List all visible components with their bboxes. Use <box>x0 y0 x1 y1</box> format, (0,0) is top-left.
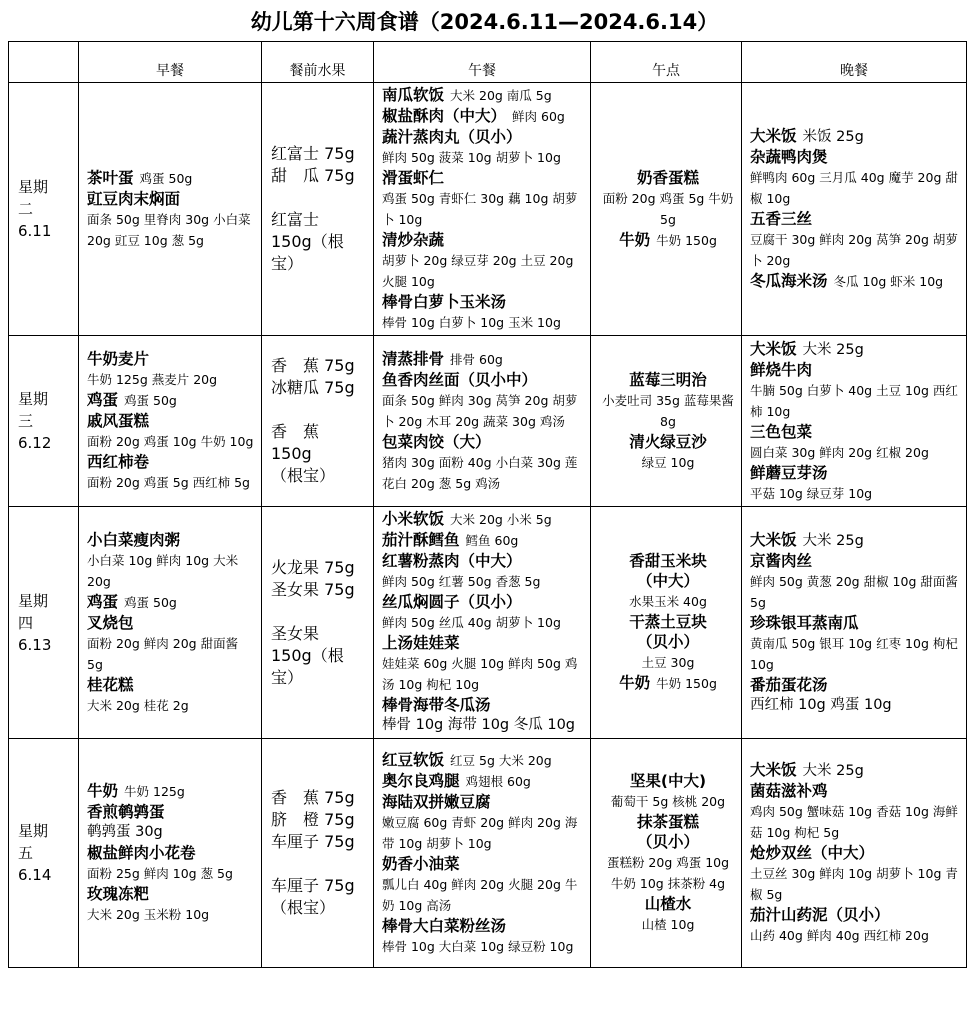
dish-name <box>599 673 737 694</box>
dish-name-text: 大米饭 <box>750 127 797 145</box>
dish-name-text: 鲜蘑豆芽汤 <box>750 463 828 482</box>
dish-name <box>382 551 586 571</box>
dish-item <box>87 390 257 411</box>
dish-name <box>599 551 737 591</box>
dish-item <box>599 370 737 432</box>
dish-name <box>87 390 257 411</box>
dish-item <box>599 612 737 673</box>
dish-ingredients: 山楂 10g <box>641 917 695 932</box>
snack-cell <box>591 739 742 968</box>
dish-ingredients: 水果玉米 40g <box>629 594 707 609</box>
dish-name <box>750 339 962 360</box>
header-row <box>9 42 967 83</box>
dish-ingredients: 棒骨 10g 白萝卜 10g 玉米 10g <box>382 315 561 330</box>
dish-item <box>599 771 737 812</box>
dish-item <box>750 422 962 463</box>
header-fruit: 餐前水果 <box>262 42 374 83</box>
dish-name <box>382 592 586 612</box>
dinner-cell <box>742 83 967 336</box>
day-label: 6.12 <box>18 434 52 452</box>
dish-name <box>382 292 586 312</box>
dish-item <box>750 613 962 675</box>
dish-item <box>87 781 257 802</box>
dish-name-text: 大米饭 <box>750 530 797 549</box>
dish-name <box>599 370 737 390</box>
dish-name <box>87 349 257 369</box>
day-label: 星期 <box>18 591 49 610</box>
dish-name <box>382 530 586 551</box>
dish-item <box>87 884 257 925</box>
dish-name-text: 番茄蛋花汤 <box>750 675 828 694</box>
dish-name <box>750 209 962 229</box>
dish-name <box>382 349 586 370</box>
dish-item <box>87 613 257 675</box>
dish-name <box>382 432 586 452</box>
dish-name <box>599 168 737 188</box>
dish-name <box>382 127 586 147</box>
dish-inline-ingredients: 米饭 25g <box>802 129 864 145</box>
dish-name-text: （贝小） <box>636 633 699 651</box>
fruit-cell: 火龙果 75g 圣女果 75g 圣女果 150g（根 宝） <box>262 507 374 739</box>
dish-ingredients: 面条 50g 鲜肉 30g 莴笋 20g 胡萝卜 20g 木耳 20g 蔬菜 30g 鸡汤 <box>382 392 578 429</box>
dish-name-text: 红豆软饭 <box>382 750 445 769</box>
dish-item <box>750 905 962 946</box>
dish-item <box>87 189 257 251</box>
dish-name <box>750 530 962 551</box>
header-day <box>9 42 79 83</box>
dish-ingredients: 面粉 20g 鸡蛋 5g 牛奶 5g <box>602 190 734 227</box>
dish-name <box>87 530 257 550</box>
dish-item <box>599 812 737 894</box>
dish-name-text: 豇豆肉末焖面 <box>87 189 181 208</box>
dish-ingredients: 棒骨 10g 大白菜 10g 绿豆粉 10g <box>382 938 574 954</box>
dish-ingredients: 鸡蛋 50g 青虾仁 30g 藕 10g 胡萝卜 10g <box>382 191 578 227</box>
dish-name <box>750 613 962 633</box>
dinner-cell <box>742 336 967 507</box>
fruit-cell: 香 蕉 75g 脐 橙 75g 车厘子 75g 车厘子 75g （根宝） <box>262 739 374 968</box>
dish-item <box>599 432 737 473</box>
dish-item <box>750 530 962 551</box>
dish-inline-ingredients: 鸡翅根 60g <box>465 773 531 789</box>
dish-item <box>750 271 962 292</box>
dinner-cell <box>742 739 967 968</box>
dish-ingredients: 小麦吐司 35g 蓝莓果酱 8g <box>602 392 734 429</box>
dish-ingredients: 平菇 10g 绿豆芽 10g <box>750 485 873 501</box>
dish-item <box>382 592 586 633</box>
day-label: 6.14 <box>18 866 52 884</box>
dish-ingredients: 面粉 20g 鸡蛋 5g 西红柿 5g <box>87 475 250 490</box>
dish-item <box>382 771 586 792</box>
dish-name-text: 牛奶 <box>619 674 651 692</box>
dish-inline-ingredients: 鳕鱼 60g <box>465 533 519 548</box>
dish-name <box>599 894 737 914</box>
header-breakfast: 早餐 <box>79 42 262 83</box>
day-cell <box>9 739 79 968</box>
dish-name-text: 大米饭 <box>750 339 797 358</box>
day-label: 星期 <box>18 178 49 196</box>
dish-name-text: （贝小） <box>636 833 699 851</box>
dish-ingredients: 山药 40g 鲜肉 40g 西红柿 20g <box>750 928 929 943</box>
dish-name <box>382 854 586 874</box>
dish-item <box>750 147 962 209</box>
dish-inline-ingredients: 鸡蛋 50g <box>124 594 177 610</box>
dish-inline-ingredients: 鸡蛋 50g <box>139 170 193 186</box>
dish-item <box>87 168 257 189</box>
weekly-menu-table <box>8 41 967 968</box>
dish-name-text: 炝炒双丝（中大） <box>750 844 875 862</box>
dish-item <box>382 750 586 771</box>
day-label: 星期 <box>18 390 49 408</box>
day-label: 三 <box>18 412 34 430</box>
dish-item <box>87 843 257 884</box>
dish-name <box>599 771 737 791</box>
dish-item <box>87 592 257 613</box>
snack-cell <box>591 507 742 739</box>
fruit-cell: 红富士 75g 甜 瓜 75g 红富士 150g（根 宝） <box>262 83 374 336</box>
dish-item <box>382 292 586 333</box>
dish-inline-ingredients: 鲜肉 60g <box>512 109 565 124</box>
breakfast-cell <box>79 83 262 336</box>
lunch-cell <box>374 336 591 507</box>
dish-name-text: 牛奶 <box>619 230 651 249</box>
dish-name-text: 清蒸排骨 <box>382 349 445 368</box>
day-label: 星期 <box>18 822 49 840</box>
dish-name-text: 椒盐鲜肉小花卷 <box>87 844 196 862</box>
dish-name-text: 棒骨海带冬瓜汤 <box>382 696 491 714</box>
dish-name-text: 干蒸土豆块 <box>629 613 707 631</box>
header-dinner: 晚餐 <box>742 42 967 83</box>
lunch-cell <box>374 83 591 336</box>
dish-ingredients: 面条 50g 里脊肉 30g 小白菜 20g 豇豆 10g 葱 5g <box>87 211 251 248</box>
header-snack: 午点 <box>591 42 742 83</box>
dish-item <box>750 360 962 422</box>
dish-item <box>750 339 962 360</box>
day-row <box>9 336 967 507</box>
dish-name-text: 香甜玉米块 <box>629 552 707 570</box>
dish-inline-ingredients: 大米 20g 小米 5g <box>450 512 552 527</box>
dish-name-text: 抹茶蛋糕 <box>636 813 699 831</box>
dish-item <box>87 452 257 493</box>
dish-item <box>382 85 586 106</box>
dish-item <box>750 781 962 843</box>
dish-ingredients: 圆白菜 30g 鲜肉 20g 红椒 20g <box>750 444 929 460</box>
breakfast-cell <box>79 336 262 507</box>
dish-item <box>750 760 962 781</box>
dish-item <box>382 509 586 530</box>
dish-ingredients: 棒骨 10g 海带 10g 冬瓜 10g <box>382 717 576 733</box>
dish-ingredients: 鸡肉 50g 蟹味菇 10g 香菇 10g 海鲜菇 10g 枸杞 5g <box>750 804 958 840</box>
day-label: 6.13 <box>18 635 52 654</box>
dish-name-text: 海陆双拼嫩豆腐 <box>382 792 491 811</box>
dish-name <box>750 360 962 380</box>
dish-ingredients: 葡萄干 5g 核桃 20g <box>610 794 726 809</box>
dish-inline-ingredients: 大米 25g <box>802 532 864 549</box>
dish-name-text: 棒骨白萝卜玉米汤 <box>382 293 507 311</box>
dish-item <box>750 463 962 504</box>
snack-cell <box>591 336 742 507</box>
dish-name-text: 鸡蛋 <box>87 592 119 611</box>
dish-name <box>87 411 257 431</box>
dish-name-text: 桂花糕 <box>87 675 134 694</box>
dish-name-text: 鱼香肉丝面（贝小中） <box>382 370 538 389</box>
dish-item <box>382 792 586 854</box>
dish-ingredients: 鹌鹑蛋 30g <box>87 824 163 840</box>
dish-name-text: 清炒杂蔬 <box>382 231 445 249</box>
dish-name <box>599 612 737 652</box>
dish-name <box>750 126 962 147</box>
dish-item <box>87 530 257 592</box>
dish-ingredients: 牛奶 125g 燕麦片 20g <box>87 372 218 387</box>
dish-ingredients: 胡萝卜 20g 绿豆芽 20g 土豆 20g 火腿 10g <box>382 253 574 289</box>
dish-name <box>750 271 962 292</box>
dish-name <box>382 168 586 188</box>
dish-name <box>87 189 257 209</box>
day-cell <box>9 507 79 739</box>
dish-item <box>750 551 962 613</box>
dish-ingredients: 娃娃菜 60g 火腿 10g 鲜肉 50g 鸡汤 10g 枸杞 10g <box>382 656 578 692</box>
day-row <box>9 507 967 739</box>
dish-name-text: 南瓜软饭 <box>382 86 445 104</box>
dish-item <box>599 551 737 612</box>
dish-name <box>382 85 586 106</box>
dish-name-text: 红薯粉蒸肉（中大） <box>382 552 522 570</box>
dish-name <box>382 750 586 771</box>
dish-name-text: 奥尔良鸡腿 <box>382 771 460 790</box>
dish-name <box>599 812 737 852</box>
dish-name-text: 丝瓜焖圆子（贝小） <box>382 593 522 611</box>
dish-name-text: 珍珠银耳蒸南瓜 <box>750 613 859 632</box>
fruit-cell: 香 蕉 75g 冰糖瓜 75g 香 蕉 150g （根宝） <box>262 336 374 507</box>
snack-cell <box>591 83 742 336</box>
dish-ingredients: 土豆 30g <box>641 655 695 670</box>
dish-item <box>599 673 737 694</box>
dish-ingredients: 土豆丝 30g 鲜肉 10g 胡萝卜 10g 青椒 5g <box>750 866 958 902</box>
dish-name-text: 椒盐酥肉（中大） <box>382 107 507 125</box>
dish-item <box>750 126 962 147</box>
dish-name <box>87 168 257 189</box>
dish-inline-ingredients: 排骨 60g <box>450 351 503 367</box>
dish-ingredients: 瓢儿白 40g 鲜肉 20g 火腿 20g 牛奶 10g 高汤 <box>382 876 578 913</box>
dish-ingredients: 豆腐干 30g 鲜肉 20g 莴笋 20g 胡萝卜 20g <box>750 232 958 268</box>
dish-name <box>750 843 962 863</box>
dish-name-text: 鸡蛋 <box>87 391 119 409</box>
dish-name <box>87 613 257 633</box>
dish-name-text: 小白菜瘦肉粥 <box>87 530 181 549</box>
dish-ingredients: 鲜肉 50g 菠菜 10g 胡萝卜 10g <box>382 150 561 165</box>
dish-name-text: 牛奶 <box>87 782 119 800</box>
day-label: 五 <box>18 844 34 862</box>
dish-name-text: 棒骨大白菜粉丝汤 <box>382 916 507 935</box>
dish-name <box>750 422 962 442</box>
dish-item <box>87 411 257 452</box>
dish-ingredients: 面粉 25g 鲜肉 10g 葱 5g <box>87 866 233 881</box>
dish-name-text: 茄汁酥鳕鱼 <box>382 531 460 549</box>
dish-ingredients: 牛腩 50g 白萝卜 40g 土豆 10g 西红柿 10g <box>750 382 958 419</box>
dish-name <box>382 792 586 812</box>
dish-name-text: 菌菇滋补鸡 <box>750 782 828 800</box>
dish-inline-ingredients: 牛奶 125g <box>124 784 185 799</box>
dish-name <box>87 452 257 472</box>
dish-name <box>382 509 586 530</box>
dish-name-text: 滑蛋虾仁 <box>382 169 445 187</box>
dish-name-text: 奶香蛋糕 <box>636 168 699 187</box>
dish-inline-ingredients: 鸡蛋 50g <box>124 393 177 408</box>
day-cell <box>9 83 79 336</box>
dish-item <box>599 894 737 935</box>
dish-name-text: 奶香小油菜 <box>382 854 460 873</box>
dish-name-text: 茶叶蛋 <box>87 168 134 187</box>
dish-ingredients: 面粉 20g 鸡蛋 10g 牛奶 10g <box>87 434 254 449</box>
dish-ingredients: 大米 20g 玉米粉 10g <box>87 907 210 922</box>
dish-name-text: 茄汁山药泥（贝小） <box>750 906 890 924</box>
dish-ingredients: 黄南瓜 50g 银耳 10g 红枣 10g 枸杞 10g <box>750 635 958 672</box>
dish-item <box>382 230 586 292</box>
dish-item <box>87 675 257 716</box>
dish-name <box>750 147 962 167</box>
dish-name <box>750 463 962 483</box>
dish-name <box>750 781 962 801</box>
dish-inline-ingredients: 牛奶 150g <box>656 232 717 248</box>
dish-item <box>382 370 586 432</box>
dish-inline-ingredients: 大米 25g <box>802 341 864 358</box>
dish-item <box>750 209 962 271</box>
dish-name-text: 叉烧包 <box>87 613 134 632</box>
breakfast-cell <box>79 739 262 968</box>
dish-name-text: 牛奶麦片 <box>87 350 150 368</box>
dish-name <box>87 592 257 613</box>
dish-name <box>750 551 962 571</box>
dish-ingredients: 鲜鸭肉 60g 三月瓜 40g 魔芋 20g 甜椒 10g <box>750 170 958 206</box>
dish-ingredients: 嫩豆腐 60g 青虾 20g 鲜肉 20g 海带 10g 胡萝卜 10g <box>382 814 578 851</box>
dish-name-text: 五香三丝 <box>750 210 813 228</box>
day-label: 四 <box>18 613 34 632</box>
dish-name-text: 小米软饭 <box>382 510 445 528</box>
dish-name <box>599 432 737 452</box>
dish-item <box>599 230 737 251</box>
dish-name <box>382 916 586 936</box>
dish-inline-ingredients: 冬瓜 10g 虾米 10g <box>833 274 944 289</box>
dish-ingredients: 面粉 20g 鲜肉 20g 甜面酱 5g <box>87 635 239 672</box>
dish-name-text: 杂蔬鸭肉煲 <box>750 148 828 166</box>
dish-inline-ingredients: 牛奶 150g <box>656 676 717 691</box>
dish-name-text: 玫瑰冻粑 <box>87 885 150 903</box>
dish-name-text: 香煎鹌鹑蛋 <box>87 803 165 821</box>
dish-name <box>750 905 962 925</box>
dish-inline-ingredients: 大米 20g 南瓜 5g <box>450 88 552 103</box>
dish-name <box>87 802 257 822</box>
dish-item <box>382 854 586 916</box>
dish-item <box>382 916 586 957</box>
dish-item <box>382 106 586 127</box>
dish-name-text: （中大） <box>636 572 699 590</box>
dish-item <box>382 127 586 168</box>
dish-name-text: 戚风蛋糕 <box>87 412 150 430</box>
dish-name-text: 清火绿豆沙 <box>629 432 707 451</box>
dish-ingredients: 小白菜 10g 鲜肉 10g 大米 20g <box>87 552 239 589</box>
dish-name <box>87 675 257 695</box>
dish-name-text: 京酱肉丝 <box>750 551 813 570</box>
day-label: 二 <box>18 200 34 218</box>
dish-name <box>750 760 962 781</box>
lunch-cell <box>374 739 591 968</box>
dish-name <box>87 781 257 802</box>
dish-ingredients: 西红柿 10g 鸡蛋 10g <box>750 696 892 713</box>
page-title: 幼儿第十六周食谱（2024.6.11—2024.6.14） <box>250 10 719 34</box>
dish-name <box>382 771 586 792</box>
day-row <box>9 83 967 336</box>
dish-name-text: 蓝莓三明治 <box>629 370 707 389</box>
dish-name <box>382 230 586 250</box>
dish-name <box>382 695 586 715</box>
dish-item <box>382 168 586 230</box>
dish-item <box>382 349 586 370</box>
dish-name <box>382 633 586 653</box>
header-lunch: 午餐 <box>374 42 591 83</box>
dish-name-text: 坚果(中大) <box>629 772 707 790</box>
dish-ingredients: 鲜肉 50g 丝瓜 40g 胡萝卜 10g <box>382 615 561 630</box>
dish-ingredients: 绿豆 10g <box>641 454 695 470</box>
dish-name-text: 西红柿卷 <box>87 453 150 471</box>
dish-name <box>87 843 257 863</box>
day-label: 6.11 <box>18 222 52 240</box>
dish-name <box>750 675 962 695</box>
dish-name-text: 包菜肉饺（大） <box>382 432 491 451</box>
dish-name-text: 三色包菜 <box>750 422 813 441</box>
dish-ingredients: 猪肉 30g 面粉 40g 小白菜 30g 莲花白 20g 葱 5g 鸡汤 <box>382 454 578 491</box>
dish-name-text: 上汤娃娃菜 <box>382 634 460 652</box>
dish-name-text: 大米饭 <box>750 761 797 779</box>
dish-item <box>382 695 586 736</box>
day-cell <box>9 336 79 507</box>
dish-item <box>599 168 737 230</box>
breakfast-cell <box>79 507 262 739</box>
dish-ingredients: 鲜肉 50g 红薯 50g 香葱 5g <box>382 574 541 589</box>
dish-item <box>382 432 586 494</box>
dish-item <box>750 843 962 905</box>
dish-name <box>87 884 257 904</box>
dish-ingredients: 鲜肉 50g 黄葱 20g 甜椒 10g 甜面酱 5g <box>750 573 958 610</box>
dish-item <box>87 349 257 390</box>
dish-inline-ingredients: 红豆 5g 大米 20g <box>450 752 552 768</box>
dish-item <box>750 675 962 716</box>
dish-item <box>382 551 586 592</box>
dish-item <box>382 530 586 551</box>
day-row <box>9 739 967 968</box>
dish-name-text: 蔬汁蒸肉丸（贝小） <box>382 128 522 146</box>
dinner-cell <box>742 507 967 739</box>
lunch-cell <box>374 507 591 739</box>
dish-ingredients: 大米 20g 桂花 2g <box>87 697 189 713</box>
dish-name <box>382 370 586 390</box>
dish-name <box>599 230 737 251</box>
dish-name-text: 冬瓜海米汤 <box>750 272 828 290</box>
dish-item <box>87 802 257 843</box>
dish-name-text: 鲜烧牛肉 <box>750 360 813 379</box>
dish-inline-ingredients: 大米 25g <box>802 763 864 779</box>
dish-name-text: 山楂水 <box>644 895 692 913</box>
dish-ingredients: 蛋糕粉 20g 鸡蛋 10g 牛奶 10g 抹茶粉 4g <box>606 855 730 891</box>
dish-item <box>382 633 586 695</box>
dish-name <box>382 106 586 127</box>
